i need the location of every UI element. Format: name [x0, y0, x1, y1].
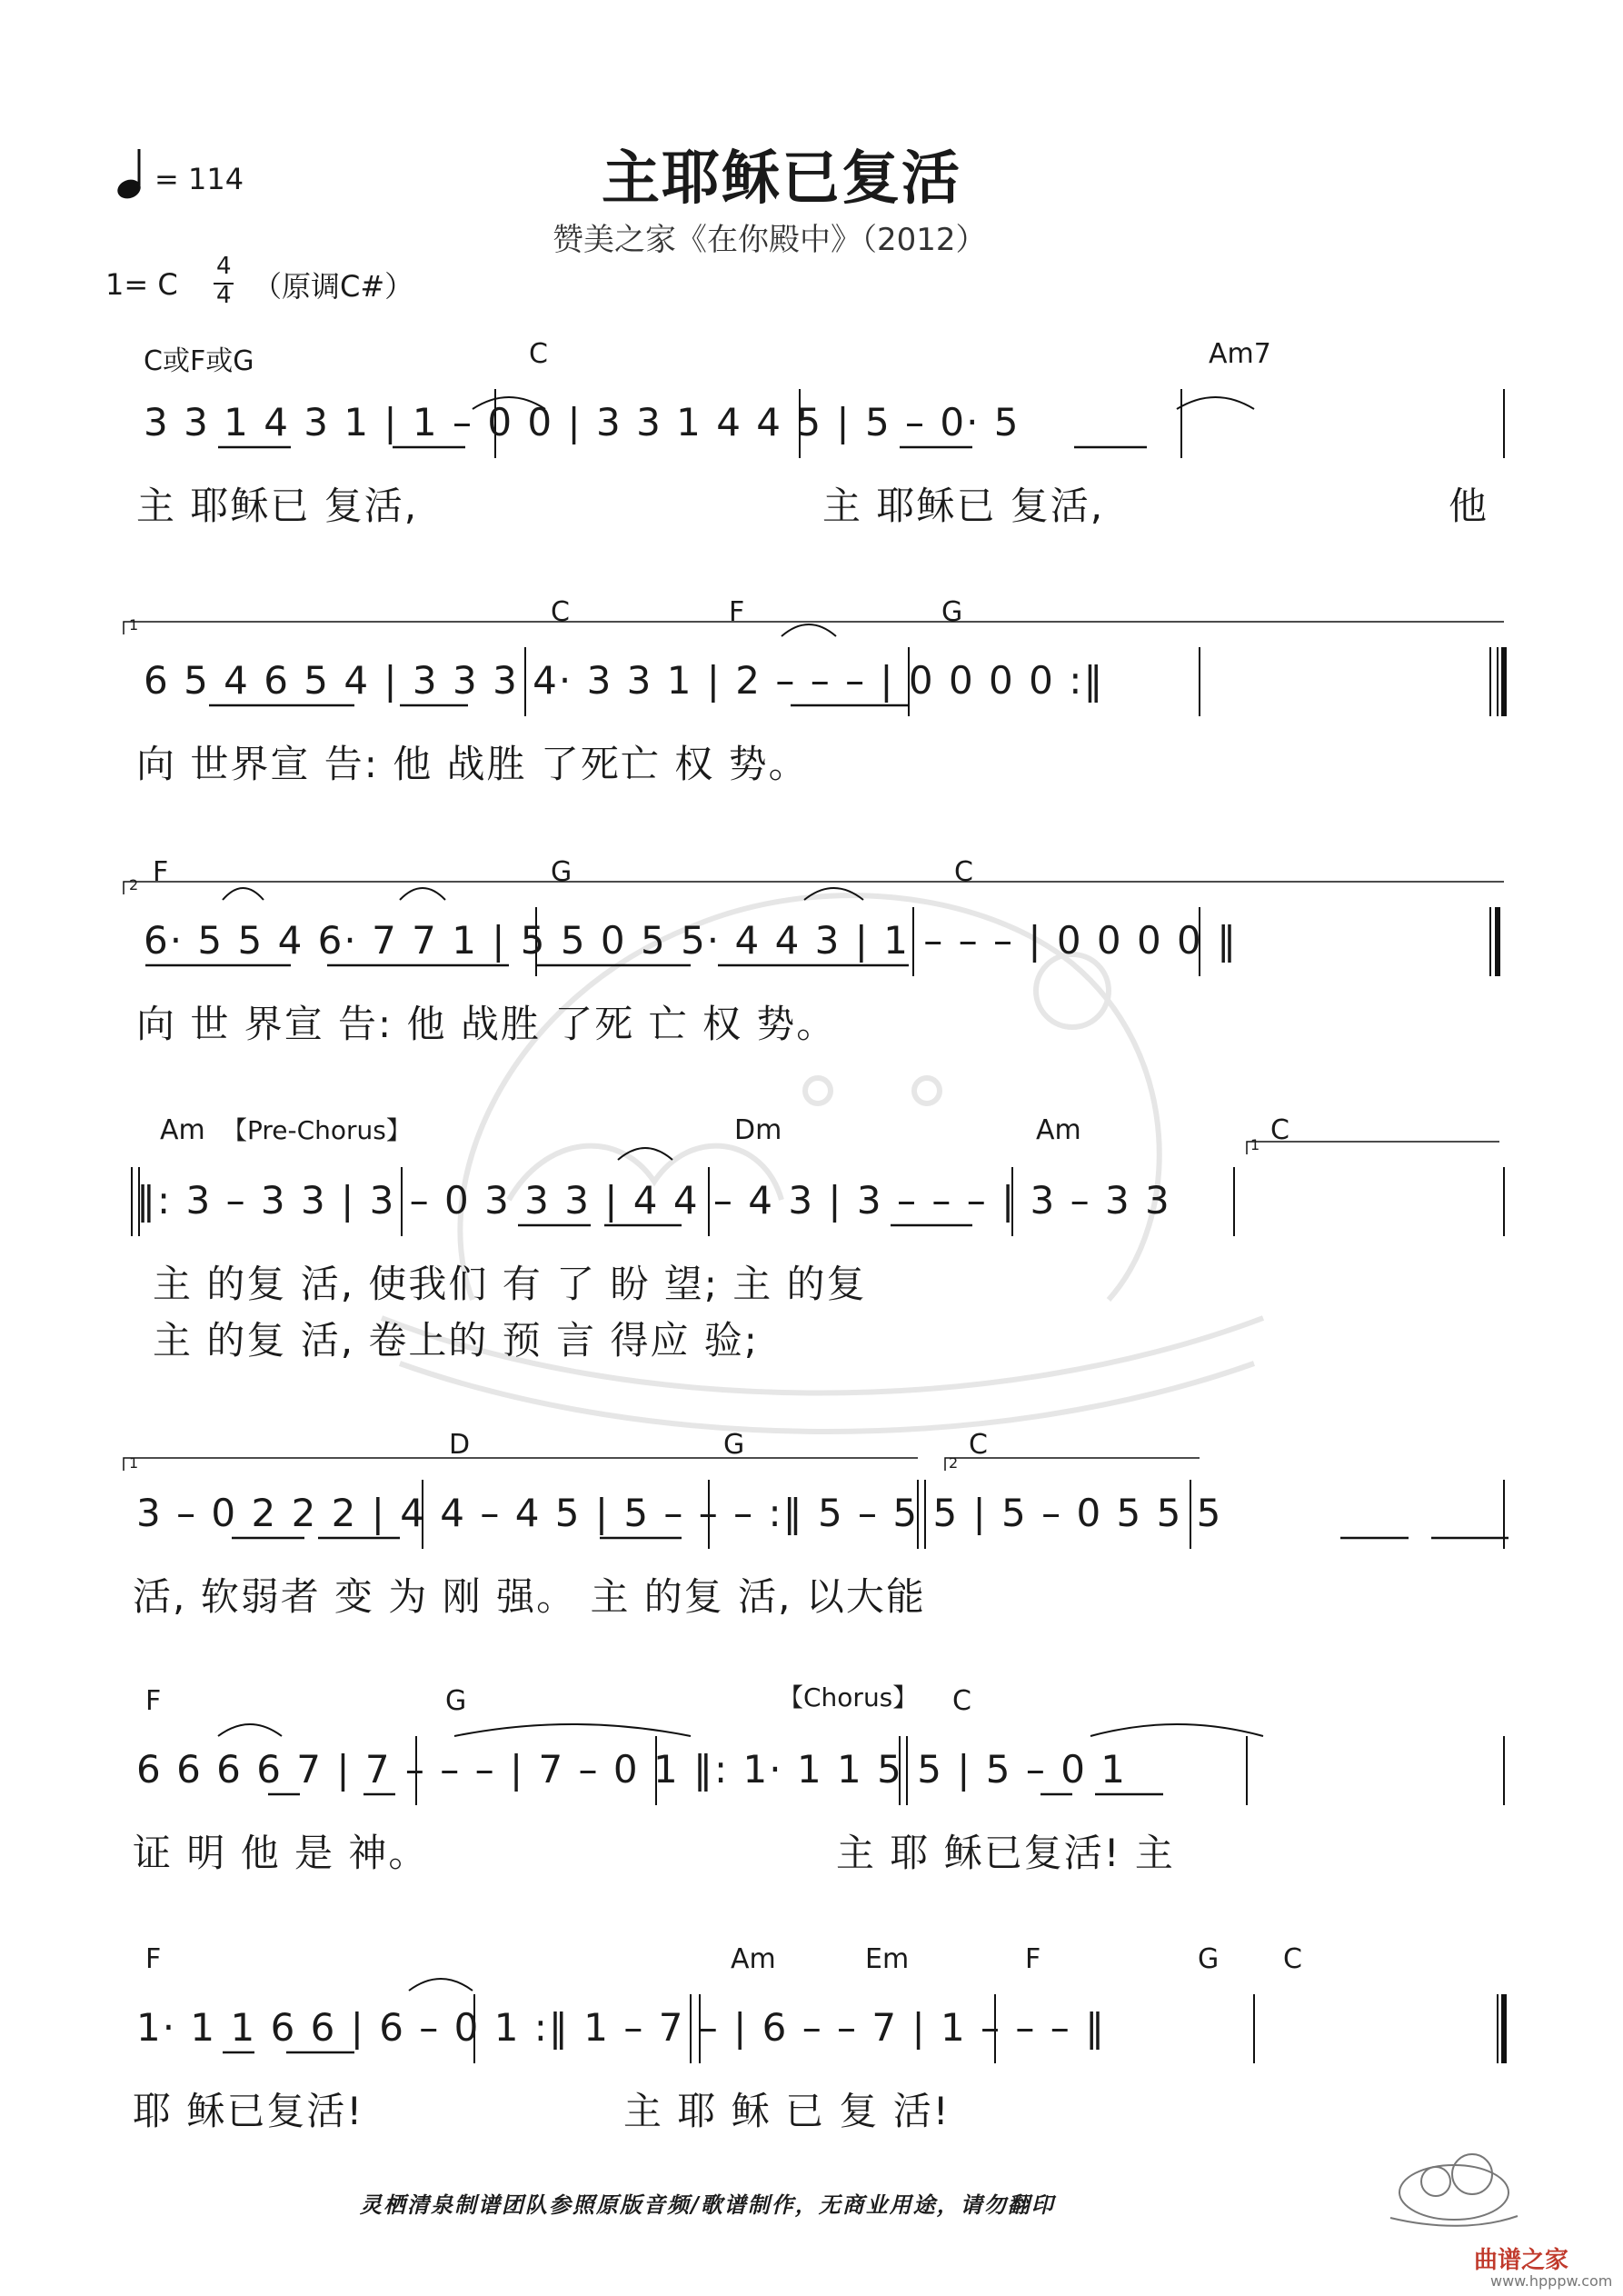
- lyric-line: 向 世界宣 告: 他 战胜 了死亡 权 势。: [136, 742, 809, 786]
- chord-symbol: G: [723, 1429, 745, 1461]
- lyric-line: 向 世 界宣 告: 他 战胜 了死 亡 权 势。: [136, 1002, 837, 1046]
- volta-number: 2: [949, 1454, 959, 1472]
- barlines: [132, 389, 1504, 2063]
- time-signature-bottom: 4: [216, 282, 232, 309]
- slur-arc: [218, 1724, 282, 1736]
- quarter-note-icon: [115, 149, 143, 202]
- lyric-line: 主 耶 稣 已 复 活!: [623, 2089, 951, 2133]
- volta-bracket: [124, 1458, 918, 1471]
- numbered-notes: 6 5 4 6 5 4 | 3 3 3 4· 3 3 1 | 2 – – – | 0 0 0 0 :‖: [144, 658, 1105, 703]
- section-label: 【Chorus】: [778, 1682, 919, 1712]
- chord-symbol: Am: [160, 1114, 205, 1146]
- lyric-line: 主 耶稣已 复活,: [136, 484, 419, 528]
- slur-arc: [782, 624, 836, 636]
- chord-symbol: Am7: [1209, 338, 1271, 370]
- site-logo-text: 曲谱之家: [1474, 2247, 1569, 2274]
- chord-symbol: C: [529, 338, 548, 370]
- chord-symbol: C或F或G: [144, 345, 254, 377]
- chord-symbol: G: [1198, 1943, 1220, 1975]
- chord-symbol: F: [153, 856, 169, 888]
- page-title: 主耶稣已复活: [602, 145, 961, 213]
- notation-line: [144, 400, 1021, 444]
- site-url: www.hpppw.com: [1490, 2272, 1613, 2290]
- slur-arc: [409, 1979, 473, 1991]
- chord-symbol: G: [445, 1685, 467, 1717]
- sheep-stamp-logo: [1381, 2138, 1527, 2229]
- chord-symbol: C: [1283, 1943, 1302, 1975]
- notation-line: [136, 1178, 1171, 1223]
- original-key: （原调C#）: [253, 269, 414, 304]
- section-label: 【Pre-Chorus】: [222, 1115, 412, 1145]
- chord-symbol: Em: [865, 1943, 910, 1975]
- slur-arc: [1090, 1724, 1263, 1736]
- notation-line: [144, 918, 1238, 963]
- slur-arc: [223, 888, 264, 900]
- chord-symbol: C: [954, 856, 973, 888]
- chord-symbol: F: [729, 596, 745, 628]
- volta-bracket: [124, 622, 1504, 634]
- chord-symbol: C: [1270, 1114, 1289, 1146]
- volta-number: 1: [129, 1454, 139, 1472]
- chord-symbol: Am: [731, 1943, 776, 1975]
- numbered-notes: 3 3 1 4 3 1 | 1 – 0 0 | 3 3 1 4 4 5 | 5 – 0· 5: [144, 400, 1021, 444]
- numbered-notes: 6 6 6 6 7 | 7 – – – | 7 – 0 1 ‖: 1· 1 1 5 5 | 5 – 0 1: [136, 1747, 1127, 1792]
- chord-symbol: C: [952, 1685, 971, 1717]
- chord-symbol: F: [145, 1943, 162, 1975]
- numbered-notes: 1· 1 1 6 6 | 6 – 0 1 :‖ 1 – 7 – | 6 – – 7 | 1 – – – ‖: [136, 2005, 1107, 2050]
- lyric-line: 主 的复 活, 使我们 有 了 盼 望; 主 的复: [153, 1262, 867, 1306]
- slur-arc: [400, 888, 445, 900]
- volta-number: 2: [129, 876, 139, 893]
- volta-number: 1: [129, 616, 139, 634]
- slur-arc: [454, 1724, 691, 1736]
- tempo-marking: = 114: [154, 162, 244, 196]
- chord-symbol: G: [941, 596, 963, 628]
- lyric-line: 活, 软弱者 变 为 刚 强。 主 的复 活, 以大能: [133, 1574, 926, 1619]
- key-signature: 1= C: [105, 267, 178, 302]
- chord-symbol: G: [551, 856, 573, 888]
- chord-symbol: Am: [1036, 1114, 1081, 1146]
- lyric-line: 主 耶稣已 复活,: [822, 484, 1105, 528]
- slur-arc: [1177, 397, 1254, 409]
- time-signature-top: 4: [216, 253, 232, 280]
- lyric-line: 证 明 他 是 神。: [133, 1831, 429, 1875]
- lyric-line: 耶 稣已复活!: [133, 2089, 364, 2133]
- lyric-line: 他: [1449, 484, 1489, 528]
- chord-symbol: Dm: [734, 1114, 782, 1146]
- chord-symbol: C: [551, 596, 570, 628]
- copyright-footer: 灵栖清泉制谱团队参照原版音频/歌谱制作，无商业用途，请勿翻印: [360, 2191, 1055, 2218]
- numbered-notes: 6· 5 5 4 6· 7 7 1 | 5 5 0 5 5· 4 4 3 | 1 – – – | 0 0 0 0 ‖: [144, 918, 1239, 963]
- page-subtitle: 赞美之家《在你殿中》（2012）: [553, 222, 987, 258]
- lyric-line: 主 的复 活, 卷上的 预 言 得应 验;: [153, 1318, 759, 1363]
- notation-line: [136, 2005, 1106, 2050]
- lyric-line: 主 耶 稣已复活! 主: [836, 1831, 1175, 1875]
- sheep-stamp-icon: [1381, 2138, 1527, 2229]
- chord-symbol: C: [969, 1429, 988, 1461]
- chord-symbol: D: [449, 1429, 471, 1461]
- numbered-notes: ‖: 3 – 3 3 | 3 – 0 3 3 3 | 4 4 – 4 3 | 3 – – – | 3 – 3 3: [136, 1178, 1171, 1223]
- numbered-notes: 3 – 0 2 2 2 | 4 4 – 4 5 | 5 – – – :‖ 5 – 5 5 | 5 – 0 5 5 5: [136, 1491, 1223, 1535]
- volta-number: 1: [1250, 1136, 1260, 1153]
- notation-line: [144, 658, 1104, 703]
- notation-line: [136, 1491, 1222, 1535]
- chord-symbol: F: [1025, 1943, 1041, 1975]
- chord-symbol: F: [145, 1685, 162, 1717]
- notation-line: [136, 1747, 1127, 1792]
